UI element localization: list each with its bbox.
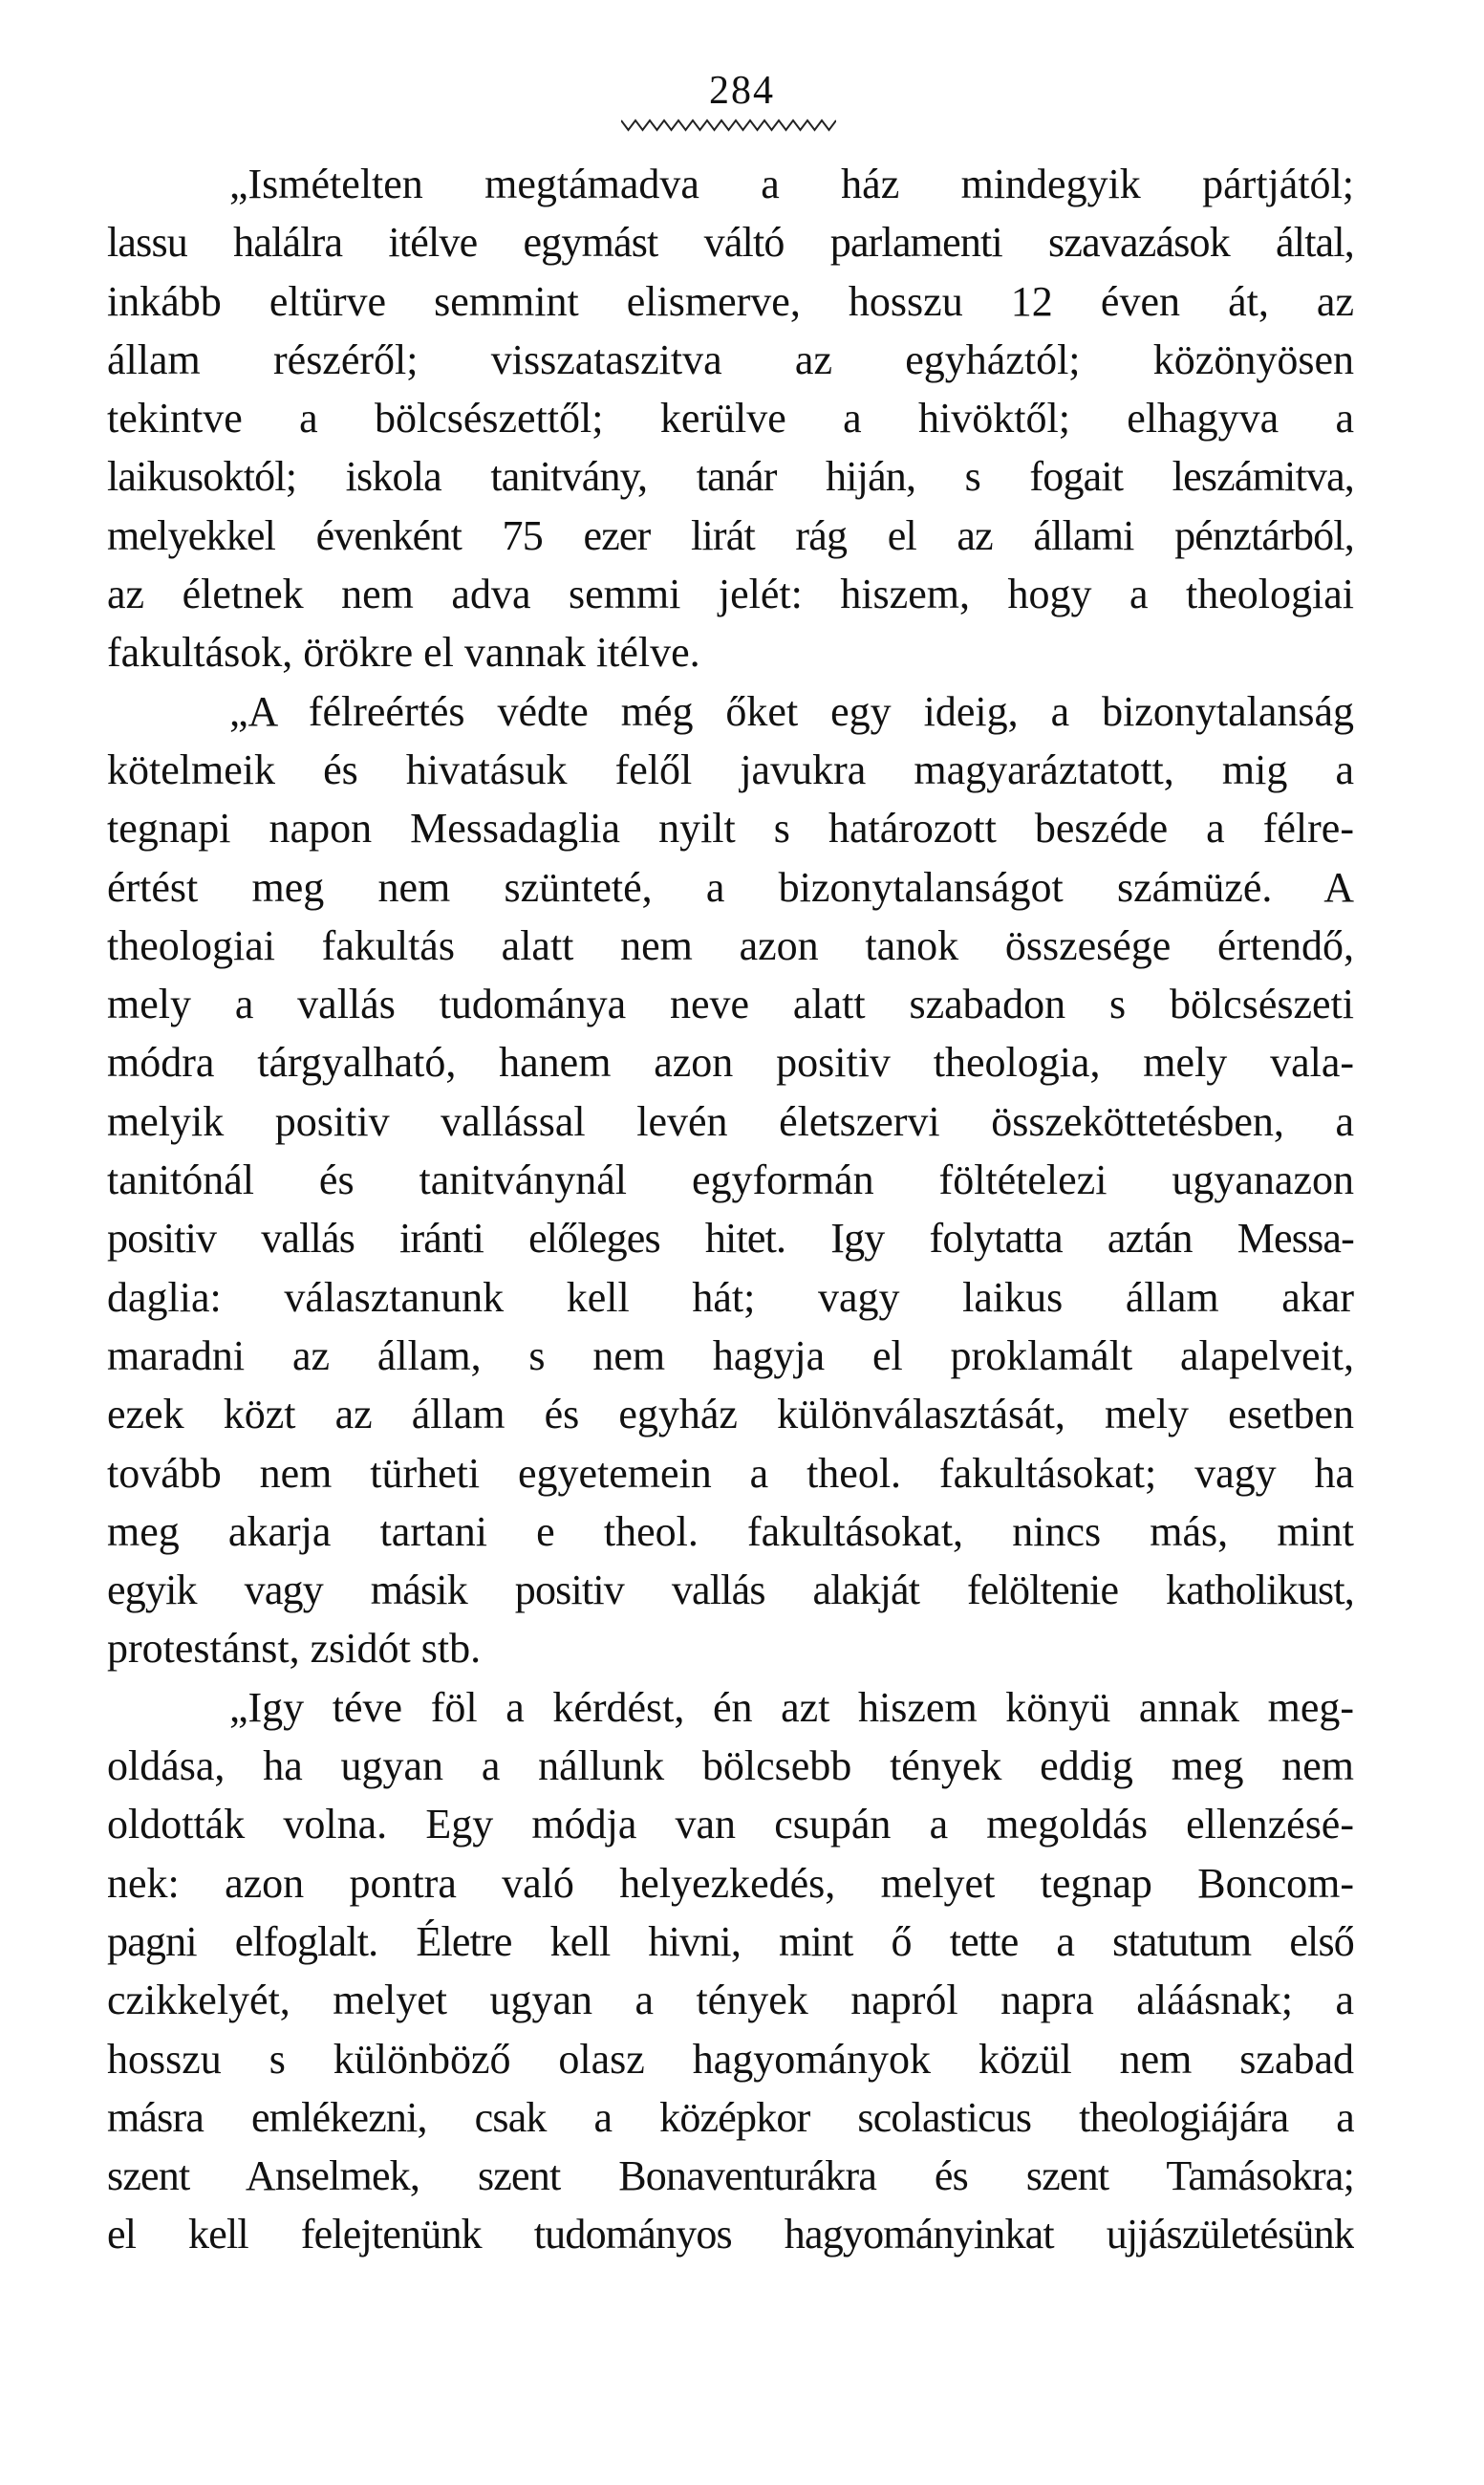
text-line: laikusoktól; iskola tanitvány, tanár hiján, s fogait leszámitva,: [107, 453, 1354, 501]
text-line: czikkelyét, melyet ugyan a tények napról napra aláásnak; a: [107, 1977, 1354, 2024]
text-line: állam részéről; visszataszitva az egyháztól; közönyösen: [107, 335, 1354, 383]
text-line: inkább eltürve semmint elismerve, hosszu 12 éven át, az: [107, 277, 1354, 325]
text-line: tegnapi napon Messadaglia nyilt s határozott beszéde a félre-: [107, 805, 1354, 853]
text-line: kötelmeik és hivatásuk felől javukra magyaráztatott, mig a: [107, 746, 1354, 793]
text-line: tanitónál és tanitványnál egyformán föltételezi ugyanazon: [107, 1156, 1354, 1204]
page-number-ornament-icon: [621, 117, 836, 134]
text-line: theologiai fakultás alatt nem azon tanok összesége értendő,: [107, 921, 1354, 969]
page-number: 284: [709, 69, 775, 113]
text-line: daglia: választanunk kell hát; vagy laikus állam akar: [107, 1273, 1354, 1321]
text-line: maradni az állam, s nem hagyja el proklamált alapelveit,: [107, 1331, 1354, 1379]
text-line: hosszu s különböző olasz hagyományok közül nem szabad: [107, 2035, 1354, 2083]
text-line: mely a vallás tudománya neve alatt szabadon s bölcsészeti: [107, 981, 1354, 1028]
text-line: tekintve a bölcsészettől; kerülve a hivöktől; elhagyva a: [107, 395, 1354, 443]
text-line: másra emlékezni, csak a középkor scolasticus theologiájára a: [107, 2093, 1354, 2141]
text-line: melyik positiv vallással levén életszervi összeköttetésben, a: [107, 1097, 1354, 1145]
text-line: el kell felejtenünk tudományos hagyományinkat ujjászületésünk: [107, 2211, 1354, 2258]
text-line: fakultások, örökre el vannak itélve.: [107, 629, 700, 677]
text-line: pagni elfoglalt. Életre kell hivni, mint ő tette a statutum első: [107, 1917, 1354, 1965]
text-line: nek: azon pontra való helyezkedés, melyet tegnap Boncom-: [107, 1859, 1354, 1907]
text-line: melyekkel évenként 75 ezer lirát rág el az állami pénztárból,: [107, 511, 1354, 559]
text-line: protestánst, zsidót stb.: [107, 1625, 482, 1673]
text-line: meg akarja tartani e theol. fakultásokat, nincs más, mint: [107, 1507, 1354, 1555]
text-line: „Igy téve föl a kérdést, én azt hiszem könyü annak meg-: [229, 1683, 1354, 1731]
text-line: oldották volna. Egy módja van csupán a megoldás ellenzésé-: [107, 1801, 1354, 1848]
text-line: ezek közt az állam és egyház különválasztását, mely esetben: [107, 1391, 1354, 1438]
text-line: lassu halálra itélve egymást váltó parlamenti szavazások által,: [107, 219, 1354, 267]
text-line: positiv vallás iránti előleges hitet. Igy folytatta aztán Messa-: [107, 1215, 1354, 1263]
text-line: egyik vagy másik positiv vallás alakját felöltenie katholikust,: [107, 1567, 1354, 1614]
text-line: módra tárgyalható, hanem azon positiv theologia, mely vala-: [107, 1039, 1354, 1087]
text-line: „Ismételten megtámadva a ház mindegyik pártjától;: [229, 161, 1354, 207]
text-line: oldása, ha ugyan a nállunk bölcsebb tények eddig meg nem: [107, 1742, 1354, 1790]
text-line: tovább nem türheti egyetemein a theol. fakultásokat; vagy ha: [107, 1449, 1354, 1497]
text-line: értést meg nem szünteté, a bizonytalanságot számüzé. A: [107, 863, 1354, 911]
text-line: „A félreértés védte még őket egy ideig, a bizonytalanság: [229, 687, 1354, 735]
body-text: [107, 155, 1354, 2264]
text-line: szent Anselmek, szent Bonaventurákra és szent Tamásokra;: [107, 2152, 1354, 2200]
text-line: az életnek nem adva semmi jelét: hiszem, hogy a theologiai: [107, 571, 1354, 618]
